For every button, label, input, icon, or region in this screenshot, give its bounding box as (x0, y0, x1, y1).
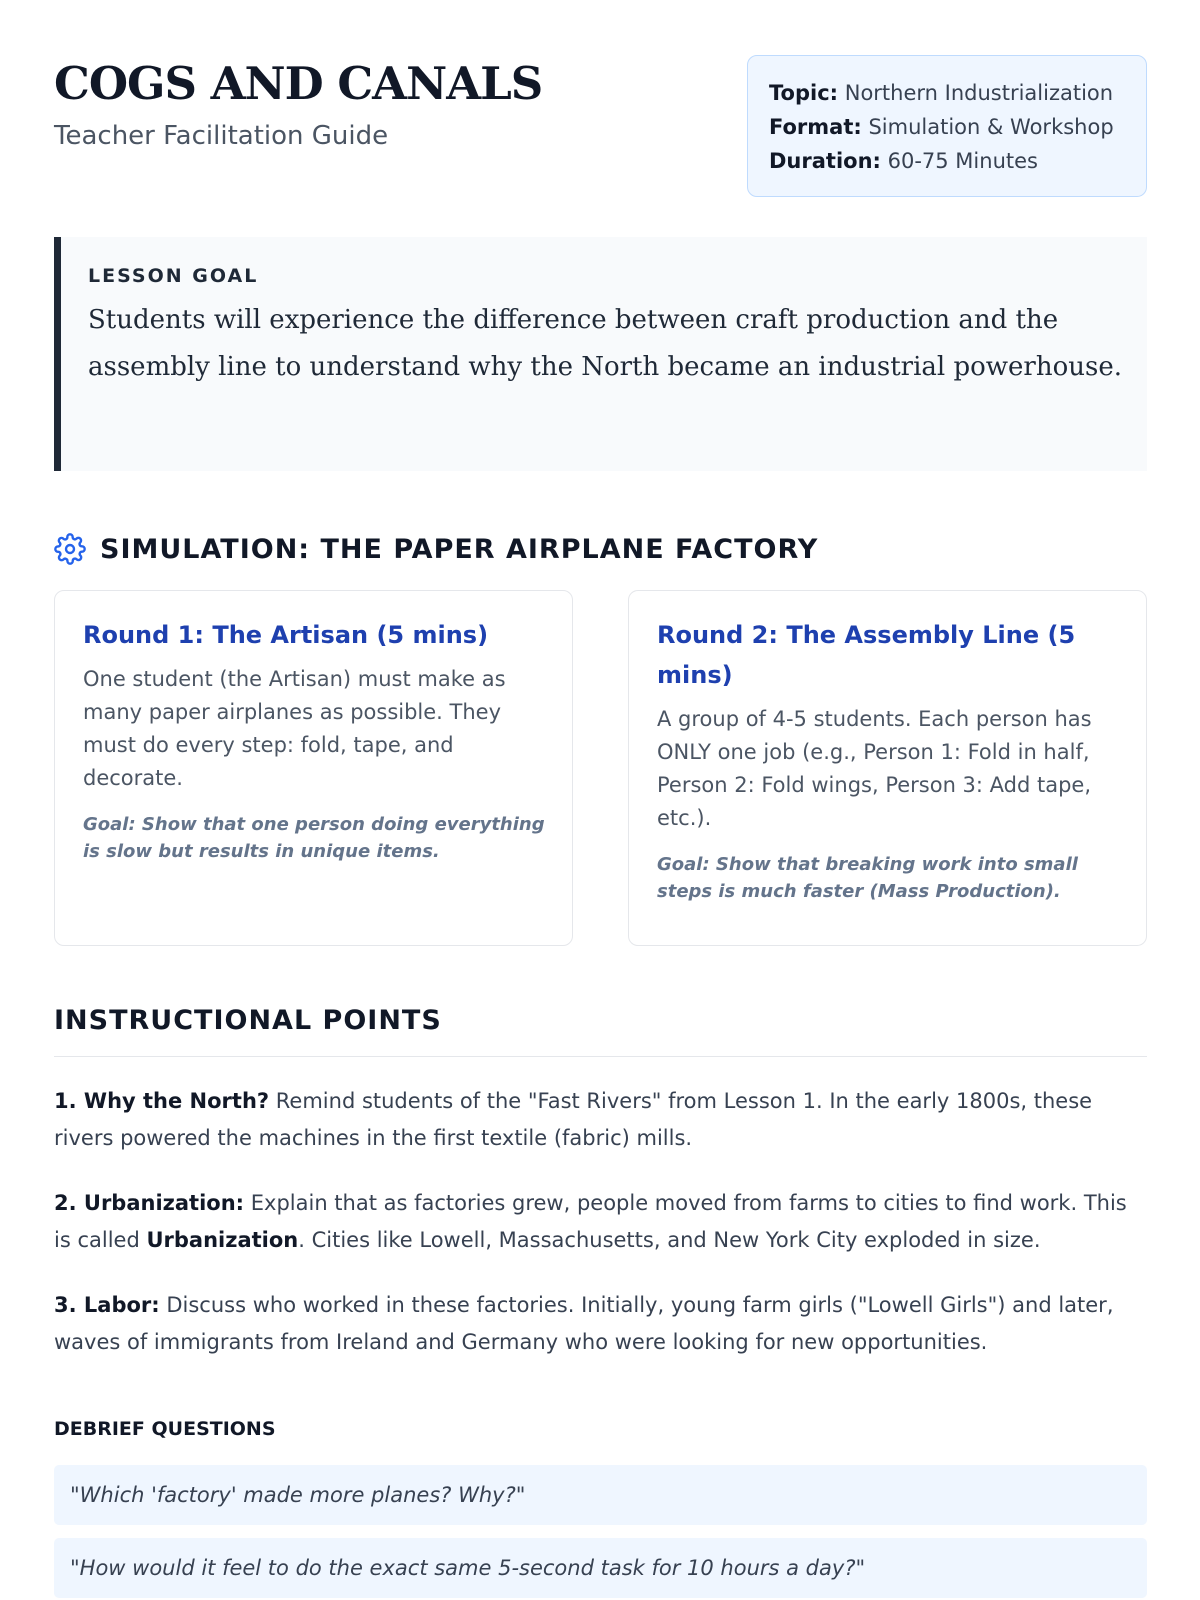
point-3-lead: 3. Labor: (54, 1293, 160, 1317)
meta-format (769, 110, 1146, 144)
point-1-lead: 1. Why the North? (54, 1089, 270, 1113)
header (54, 55, 1147, 200)
round-1-description: One student (the Artisan) must make as many paper airplanes as possible. They must do every step: fold, tape, and decorate. (83, 667, 506, 790)
lesson-goal-callout (54, 237, 1147, 471)
meta-topic (769, 76, 1146, 110)
facilitation-guide-page (54, 0, 1147, 1600)
meta-duration-label: Duration: (769, 149, 881, 173)
point-labor (54, 1287, 1147, 1361)
page-title: COGS AND CANALS (54, 57, 543, 110)
instructional-points-list (54, 1083, 1147, 1389)
meta-topic-label: Topic: (769, 81, 839, 105)
instructional-points-heading (54, 1005, 1147, 1057)
lesson-goal-label: LESSON GOAL (88, 265, 259, 287)
round-2-card (628, 590, 1147, 946)
point-2-term: Urbanization (146, 1228, 299, 1252)
point-why-the-north (54, 1083, 1147, 1157)
point-1-text: Remind students of the "Fast Rivers" from Lesson 1. In the early 1800s, these rivers powered the machines in the first textile (fabric) mills. (54, 1089, 1093, 1150)
round-1-goal: Goal: Show that one person doing everything is slow but results in unique items. (83, 814, 545, 862)
point-2-text: Explain that as factories grew, people moved from farms to cities to find work. This is called (54, 1191, 1127, 1252)
gear-icon (54, 533, 86, 565)
round-2-description: A group of 4-5 students. Each person has ONLY one job (e.g., Person 1: Fold in half, Person 2: Fold wings, Person 3: Add tape, etc.). (657, 707, 1092, 830)
meta-format-value: Simulation & Workshop (868, 115, 1114, 139)
point-3-text: Discuss who worked in these factories. Initially, young farm girls ("Lowell Girls") and later, waves of immigrants from Ireland and Germany who were looking for new opportunities. (54, 1293, 1114, 1354)
simulation-title: SIMULATION: THE PAPER AIRPLANE FACTORY (100, 533, 819, 565)
round-1-title: Round 1: The Artisan (5 mins) (83, 621, 489, 649)
debrief-question-2: "How would it feel to do the exact same 5-second task for 10 hours a day?" (54, 1538, 1147, 1598)
debrief-questions-label: DEBRIEF QUESTIONS (54, 1418, 276, 1440)
round-2-goal: Goal: Show that breaking work into small steps is much faster (Mass Production). (657, 854, 1078, 902)
point-2-text-end: . Cities like Lowell, Massachusetts, and New York City exploded in size. (298, 1228, 1041, 1252)
lesson-goal-text: Students will experience the difference between craft production and the assembly line to understand why the North became an industrial powerhouse. (88, 305, 1122, 382)
simulation-heading (54, 527, 818, 571)
lesson-meta-box (747, 55, 1147, 197)
meta-topic-value: Northern Industrialization (844, 81, 1114, 105)
point-2-lead: 2. Urbanization: (54, 1191, 245, 1215)
meta-format-label: Format: (769, 115, 862, 139)
instructional-points-title: INSTRUCTIONAL POINTS (54, 1005, 442, 1036)
page-subtitle: Teacher Facilitation Guide (54, 121, 389, 151)
meta-duration-value: 60-75 Minutes (887, 149, 1038, 173)
round-2-title: Round 2: The Assembly Line (5 mins) (657, 621, 1076, 689)
debrief-question-1: "Which 'factory' made more planes? Why?" (54, 1465, 1147, 1525)
meta-duration (769, 144, 1146, 178)
round-1-card (54, 590, 573, 946)
point-urbanization (54, 1185, 1147, 1259)
